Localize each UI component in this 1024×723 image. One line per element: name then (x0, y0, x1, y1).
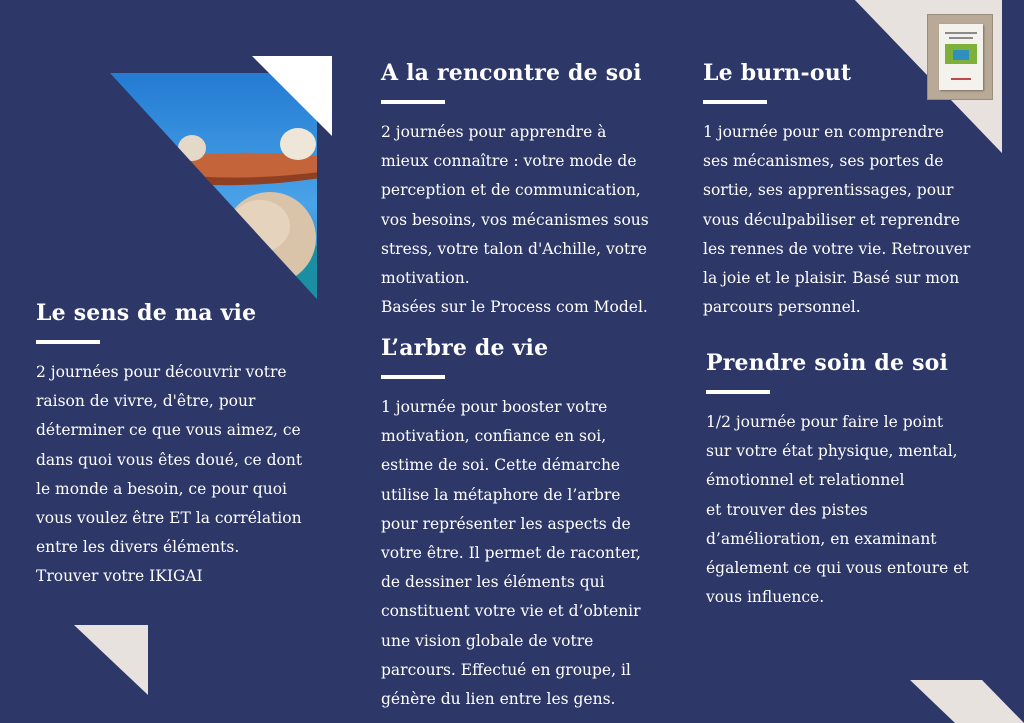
section-title: L’arbre de vie (381, 335, 549, 361)
section-description: 1 journée pour booster votre motivation, confiance en soi, estime de soi. Cette démarche utilise la métaphore de l’arbre pour représenter les aspects de votre être. Il permet de raconter, de dessiner les éléments qui constituent votre vie et d’obtenir une vision globale de votre parcours. Effectué en groupe, il génère du lien entre les gens. (381, 398, 641, 709)
balanced-stones-photo (110, 56, 335, 304)
section-description: 1/2 journée pour faire le point sur votre état physique, mental, émotionnel et relationnel et trouver des pistes d’amélioration, en examinant également ce qui vous entoure et vous influence. (706, 413, 969, 607)
section-prendre-soin-de-soi (706, 350, 1006, 612)
section-description: 1 journée pour en comprendre ses mécanismes, ses portes de sortie, ses apprentissages, pour vous déculpabiliser et reprendre les rennes de votre vie. Retrouver la joie et le plaisir. Basé sur mon parcours personnel. (703, 123, 971, 317)
section-burn-out (703, 60, 1003, 322)
section-description: 2 journées pour apprendre à mieux connaître : votre mode de perception et de communication, vos besoins, vos mécanismes sous stress, votre talon d'Achille, votre motivation. Basées sur le Process com Model. (381, 123, 649, 317)
section-title: Prendre soin de soi (706, 350, 949, 376)
corner-triangle-bottom-right (910, 680, 1024, 723)
section-sens-de-ma-vie (36, 300, 336, 592)
section-title: Le sens de ma vie (36, 300, 257, 326)
title-underline (706, 390, 770, 394)
triangle-bottom-left (74, 625, 150, 701)
section-description: 2 journées pour découvrir votre raison de vivre, d'être, pour déterminer ce que vous aimez, ce dans quoi vous êtes doué, ce dont le monde a besoin, ce pour quoi vous voulez être ET la corrélation entre les divers éléments. Trouver votre IKIGAI (36, 363, 303, 586)
title-underline (381, 100, 445, 104)
title-underline (703, 100, 767, 104)
section-arbre-de-vie (381, 335, 691, 714)
title-underline (36, 340, 100, 344)
section-rencontre-de-soi (381, 60, 691, 322)
title-underline (381, 375, 445, 379)
section-title: Le burn-out (703, 60, 852, 86)
section-title: A la rencontre de soi (381, 60, 642, 86)
